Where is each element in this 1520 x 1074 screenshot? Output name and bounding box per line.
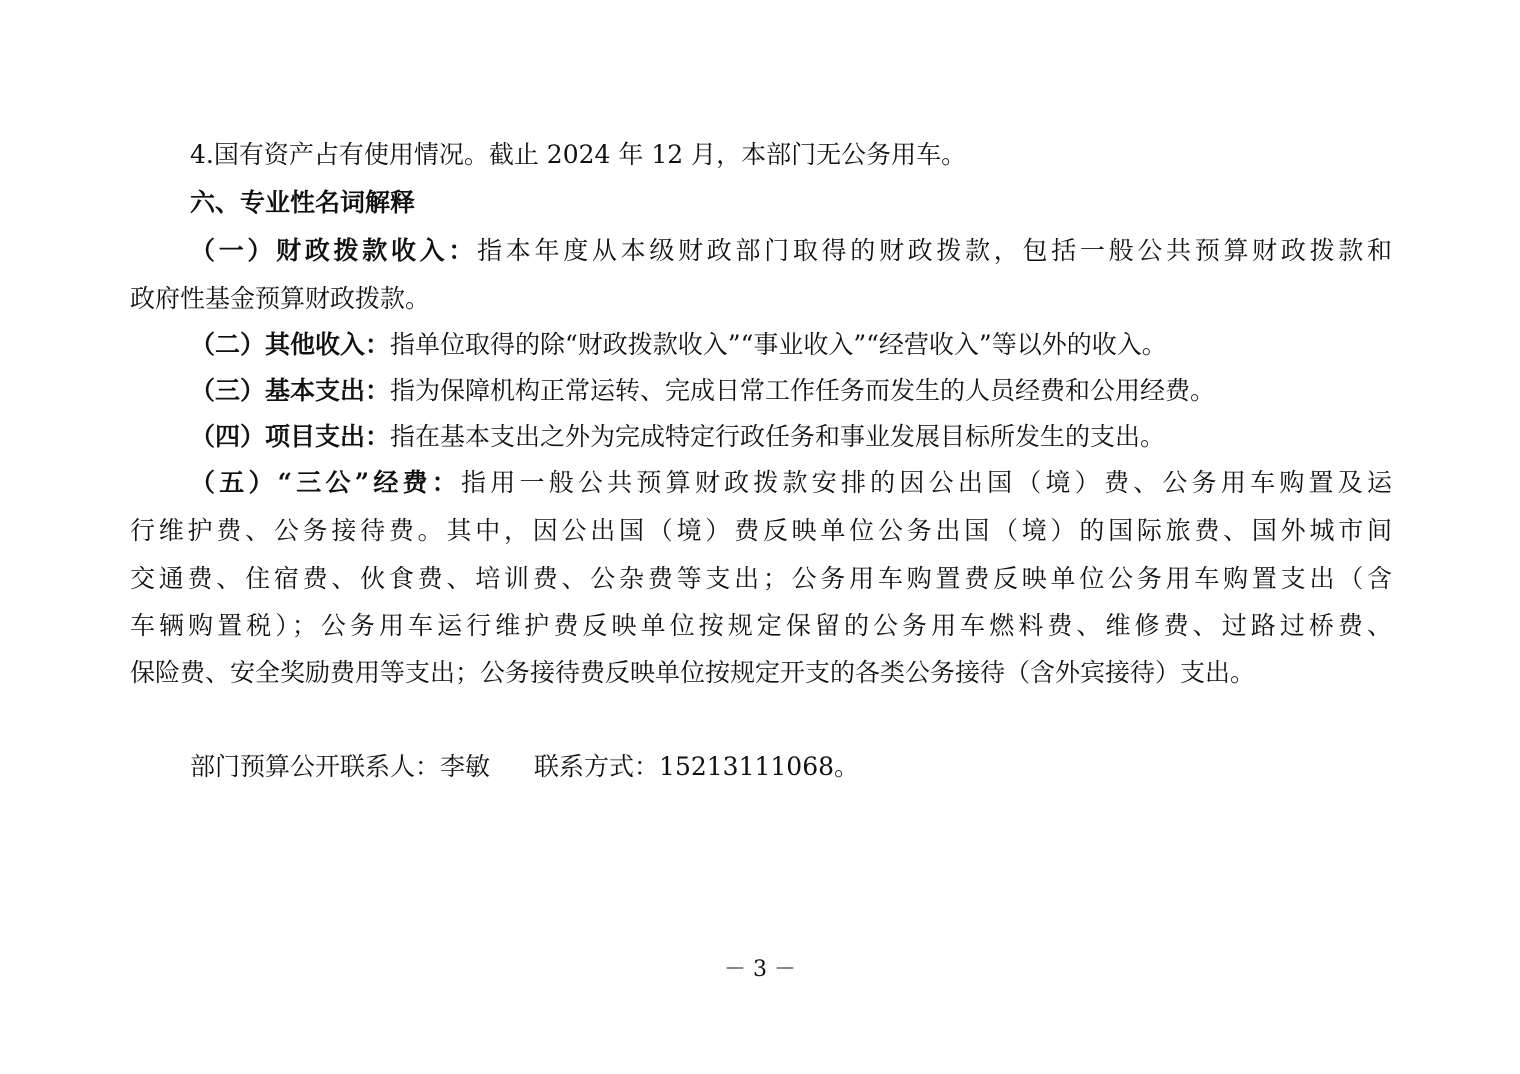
term-3-line bbox=[190, 375, 1392, 407]
term-2-text: 指单位取得的除“财政拨款收入”“事业收入”“经营收入”等以外的收入。 bbox=[390, 330, 1167, 359]
contact-person-label: 部门预算公开联系人： bbox=[190, 752, 441, 781]
term-5-line-5: 保险费、安全奖励费用等支出；公务接待费反映单位按规定开支的各类公务接待（含外宾接待）支出。 bbox=[130, 658, 1256, 687]
term-5-line-2: 行维护费、公务接待费。其中，因公出国（境）费反映单位公务出国（境）的国际旅费、国外城市间 bbox=[130, 516, 1392, 545]
term-5-line-4: 车辆购置税）；公务用车运行维护费反映单位按规定保留的公务用车燃料费、维修费、过路过桥费、 bbox=[130, 611, 1392, 640]
contact-method-value: 15213111068。 bbox=[659, 752, 860, 781]
term-5-line-1 bbox=[190, 467, 1392, 499]
term-2-label: （二）其他收入： bbox=[190, 330, 391, 359]
term-5-text: 指用一般公共预算财政拨款安排的因公出国（境）费、公务用车购置及运 bbox=[461, 468, 1392, 497]
term-4-line bbox=[190, 421, 1392, 453]
term-1-line-2: 政府性基金预算财政拨款。 bbox=[130, 284, 431, 313]
contact-line bbox=[190, 751, 1392, 783]
term-5-label: （五）“三公”经费： bbox=[190, 468, 462, 497]
contact-method-label: 联系方式： bbox=[534, 752, 660, 781]
term-1-text: 指本年度从本级财政部门取得的财政拨款，包括一般公共预算财政拨款和 bbox=[477, 236, 1392, 265]
term-1-line-1 bbox=[190, 235, 1392, 267]
term-2-line bbox=[190, 329, 1392, 361]
term-3-text: 指为保障机构正常运转、完成日常工作任务而发生的人员经费和公用经费。 bbox=[390, 376, 1216, 405]
term-4-label: （四）项目支出： bbox=[190, 422, 391, 451]
page-number: － 3 － bbox=[724, 957, 796, 982]
term-4-text: 指在基本支出之外为完成特定行政任务和事业发展目标所发生的支出。 bbox=[390, 422, 1166, 451]
term-5-line-3: 交通费、住宿费、伙食费、培训费、公杂费等支出；公务用车购置费反映单位公务用车购置支出（含 bbox=[130, 564, 1392, 593]
asset-paragraph: 4.国有资产占有使用情况。截止 2024 年 12 月，本部门无公务用车。 bbox=[190, 140, 967, 169]
term-3-label: （三）基本支出： bbox=[190, 376, 391, 405]
section-heading: 六、专业性名词解释 bbox=[190, 188, 416, 217]
term-1-label: （一）财政拨款收入： bbox=[190, 236, 478, 265]
contact-person-name: 李敏 bbox=[440, 752, 491, 781]
